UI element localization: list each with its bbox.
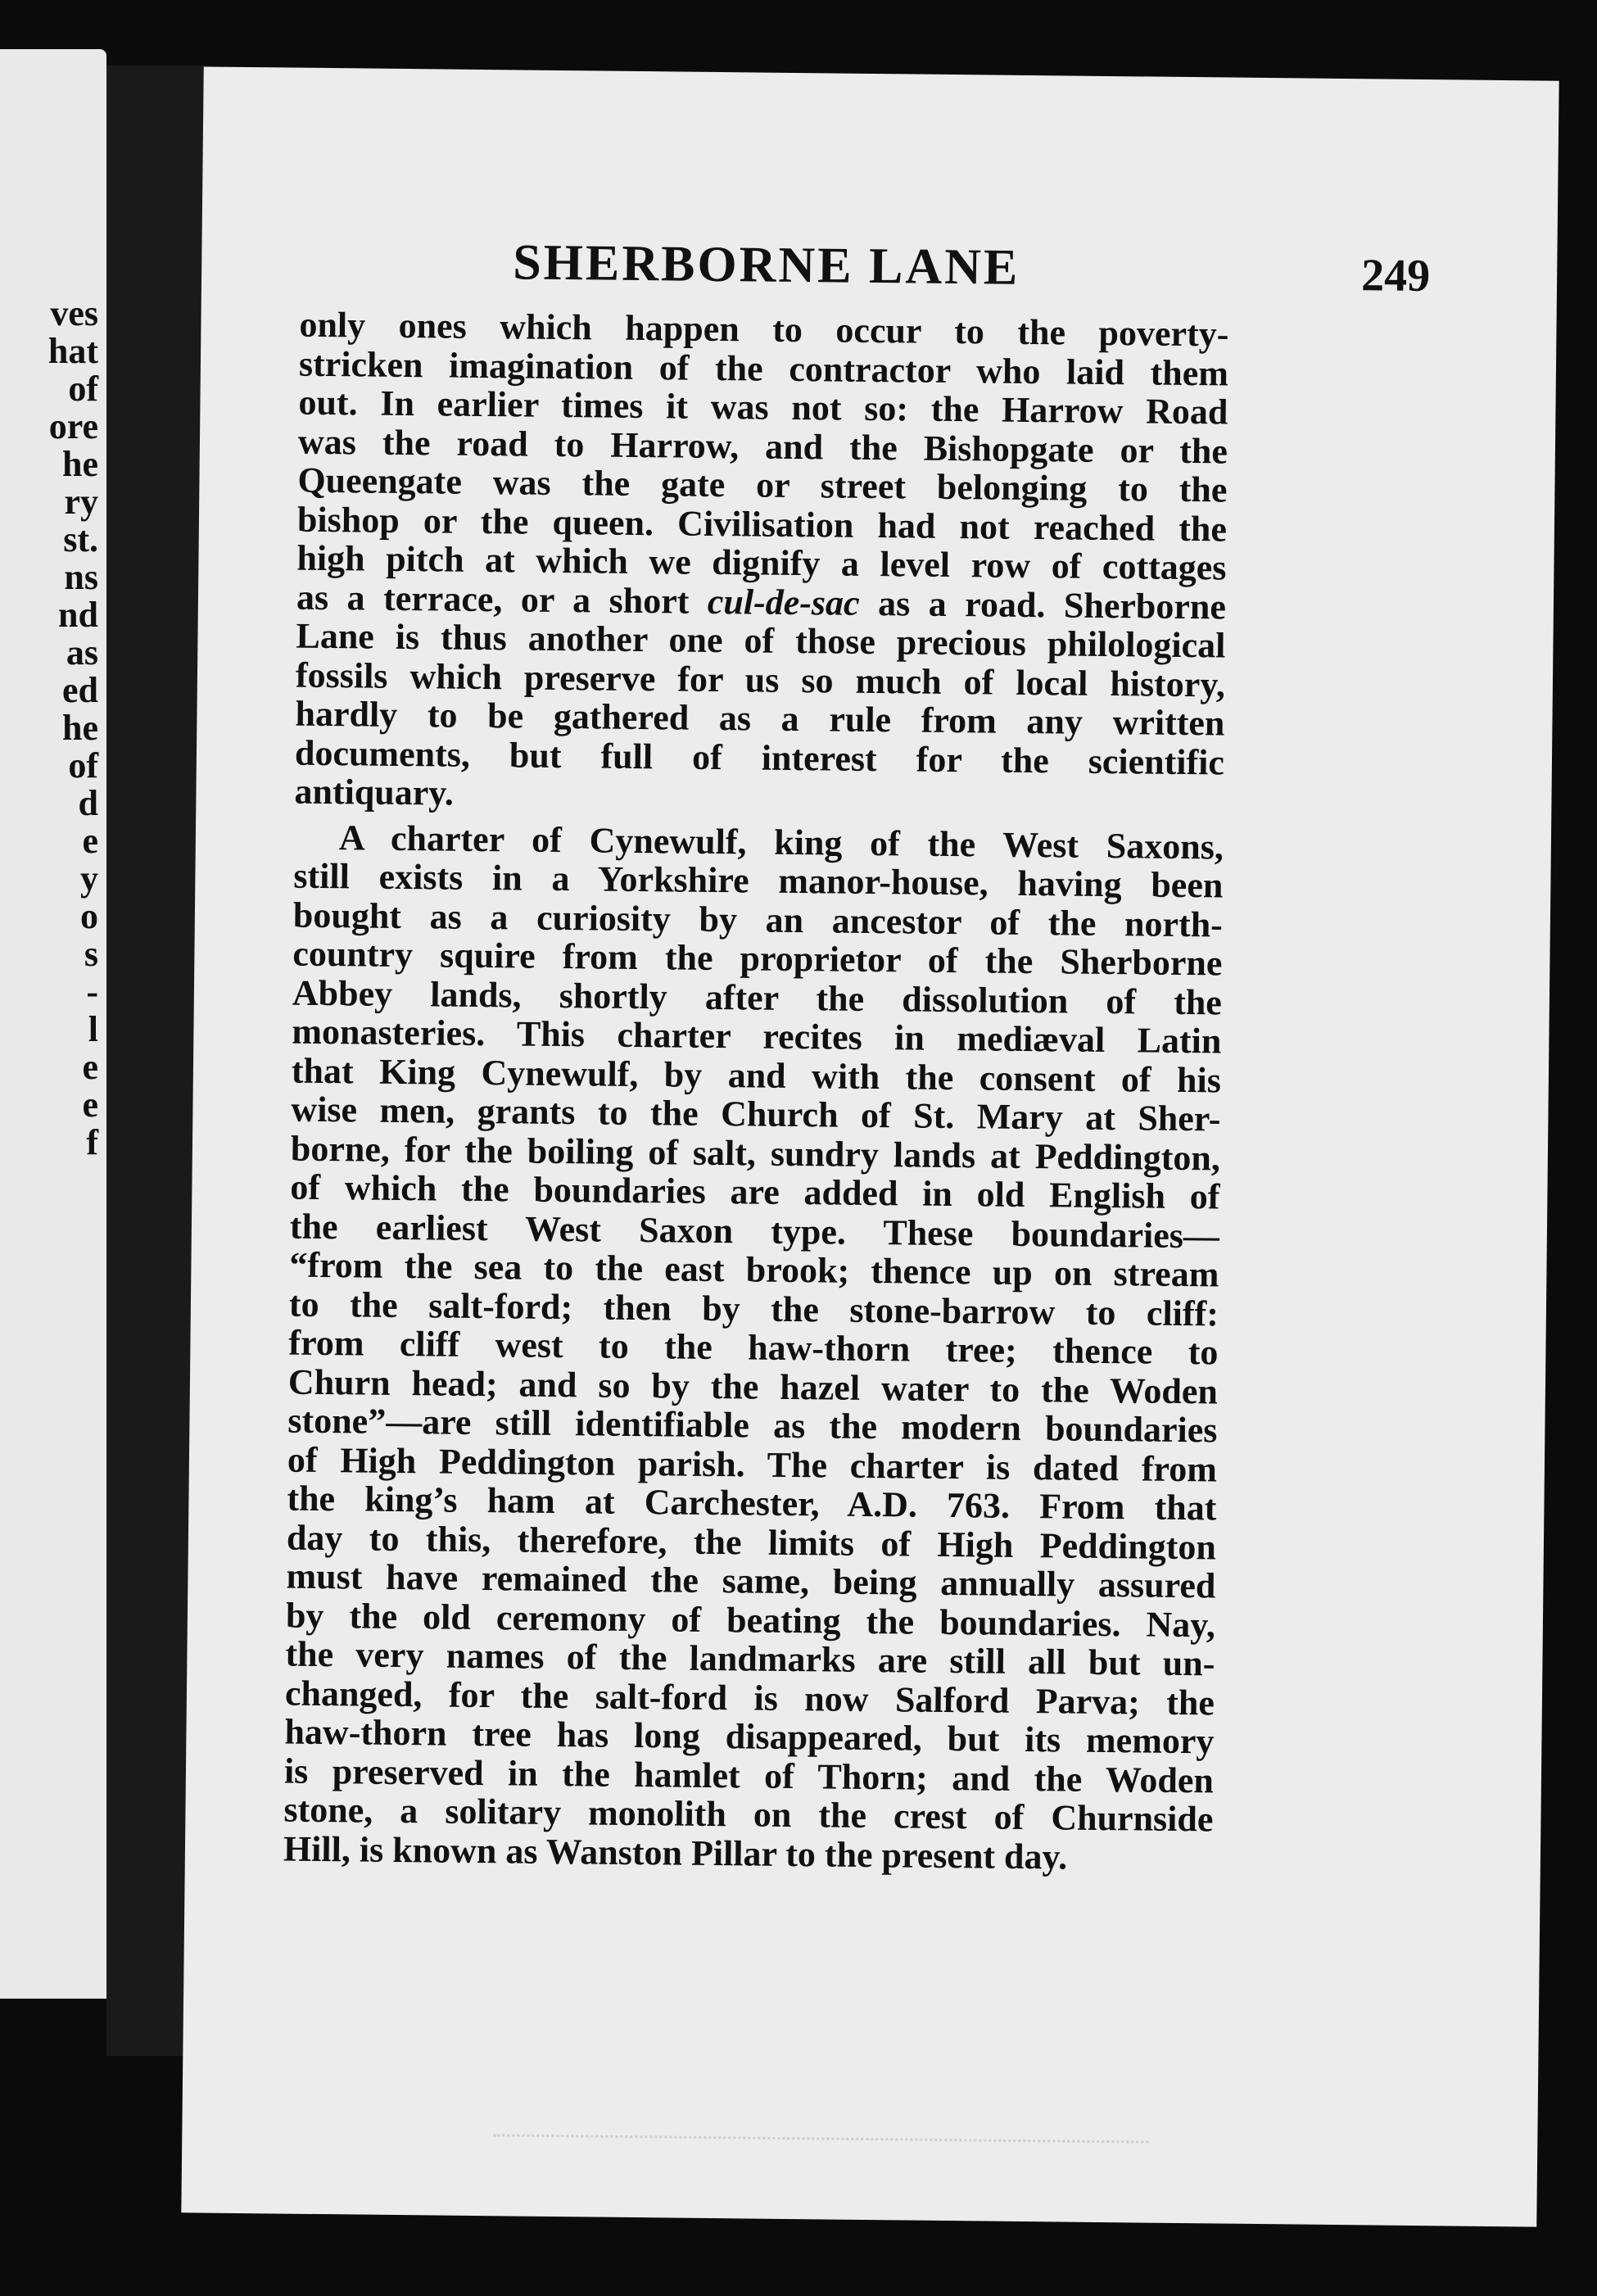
left-page-fragment: hat xyxy=(48,331,98,371)
text-line: bought as a curiosity by an ancestor of the north- xyxy=(292,894,1224,944)
text-line: stone”—are still identifiable as the modern boundaries xyxy=(287,1400,1218,1451)
text-line: haw-thorn tree has long disappeared, but its memory xyxy=(284,1711,1215,1762)
left-page-fragment: nd xyxy=(58,595,98,635)
left-page-fragment: ns xyxy=(64,557,98,597)
text-line: changed, for the salt-ford is now Salford Parva; the xyxy=(284,1673,1215,1723)
left-page-fragment: of xyxy=(68,745,98,786)
text-line: hardly to be gathered as a rule from any written xyxy=(295,693,1225,744)
text-line: by the old ceremony of beating the boundaries. Nay, xyxy=(285,1595,1216,1645)
running-header xyxy=(201,230,1558,310)
text-line: was the road to Harrow, and the Bishopgate or the xyxy=(297,421,1228,472)
left-page-fragment: ore xyxy=(48,406,98,446)
text-line: stone, a solitary monolith on the crest of Churnside xyxy=(283,1789,1214,1840)
text-line: out. In earlier times it was not so: the Harrow Road xyxy=(298,382,1228,432)
left-page-edge xyxy=(0,49,106,1999)
text-line: A charter of Cynewulf, king of the West Saxons, xyxy=(338,817,1224,867)
left-page-fragment: he xyxy=(62,708,98,748)
left-page-text-fragments xyxy=(8,295,98,1162)
text-line: high pitch at which we dignify a level row of cottages xyxy=(296,537,1227,588)
left-page-fragment: st. xyxy=(63,519,98,559)
text-line: to the salt-ford; then by the stone-barrow to cliff: xyxy=(288,1284,1219,1334)
left-page-fragment: he xyxy=(62,444,98,484)
left-page-fragment: l xyxy=(88,1009,98,1049)
right-page xyxy=(181,66,1559,2226)
paragraph xyxy=(283,817,1224,1877)
text-line: only ones which happen to occur to the poverty- xyxy=(299,304,1229,355)
left-page-fragment: d xyxy=(78,783,98,823)
text-line: is preserved in the hamlet of Thorn; and the Woden xyxy=(283,1750,1215,1800)
text-line: the earliest West Saxon type. These boundaries— xyxy=(289,1206,1220,1256)
left-page-fragment: ves xyxy=(50,293,98,333)
text-line: bishop or the queen. Civilisation had not reached the xyxy=(296,499,1228,550)
text-line: stricken imagination of the contractor who laid them xyxy=(298,343,1229,394)
text-line: wise men, grants to the Church of St. Mary at Sher- xyxy=(291,1089,1221,1139)
text-line: day to this, therefore, the limits of High Peddington xyxy=(286,1517,1217,1567)
text-line: of High Peddington parish. The charter is dated from xyxy=(287,1439,1218,1489)
running-title: SHERBORNE LANE xyxy=(512,234,1020,296)
left-page-fragment: y xyxy=(80,858,98,899)
text-line: Queengate was the gate or street belonging to the xyxy=(297,460,1228,510)
text-line: that King Cynewulf, by and with the consent of his xyxy=(291,1050,1222,1100)
text-line: Abbey lands, shortly after the dissolution of the xyxy=(292,972,1223,1022)
left-page-fragment: ry xyxy=(64,482,98,522)
text-line: country squire from the proprietor of the Sherborne xyxy=(292,933,1223,984)
text-line: monasteries. This charter recites in mediæval Latin xyxy=(292,1011,1222,1062)
text-line: Lane is thus another one of those precious philological xyxy=(296,615,1226,666)
text-line: Churn head; and so by the hazel water to the Woden xyxy=(287,1361,1219,1411)
left-page-fragment: o xyxy=(80,896,98,936)
text-line: must have remained the same, being annually assured xyxy=(286,1556,1216,1606)
paragraph xyxy=(294,306,1228,821)
text-line: from cliff west to the haw-thorn tree; thence to xyxy=(288,1322,1219,1373)
text-line: documents, but full of interest for the scientific xyxy=(294,732,1225,783)
left-page-fragment: of xyxy=(68,369,98,409)
left-page-fragment: f xyxy=(86,1122,98,1162)
left-page-fragment: s xyxy=(84,934,98,974)
left-page-fragment: e xyxy=(82,1085,98,1125)
text-line: antiquary. xyxy=(294,771,455,813)
text-line: the king’s ham at Carchester, A.D. 763. From that xyxy=(287,1478,1217,1528)
left-page-fragment: as xyxy=(66,632,98,672)
text-line: Hill, is known as Wanston Pillar to the present day. xyxy=(283,1828,1068,1877)
text-line: of which the boundaries are added in old English of xyxy=(290,1166,1220,1217)
text-line: borne, for the boiling of salt, sundry lands at Peddington, xyxy=(290,1128,1221,1178)
left-page-fragment: e xyxy=(82,821,98,861)
left-page-fragment: ed xyxy=(62,670,98,710)
page-speckle xyxy=(493,2134,1148,2148)
left-page-fragment: e xyxy=(82,1047,98,1087)
text-line: still exists in a Yorkshire manor-house, having been xyxy=(293,855,1224,906)
text-line: the very names of the landmarks are still all but un- xyxy=(285,1633,1215,1684)
body-text xyxy=(283,306,1229,1878)
page-number: 249 xyxy=(1360,250,1431,302)
text-line: fossils which preserve for us so much of local history, xyxy=(295,654,1226,705)
text-line: as a terrace, or a short cul-de-sac as a road. Sherborne xyxy=(296,577,1227,627)
text-line: “from the sea to the east brook; thence up on stream xyxy=(289,1244,1219,1295)
left-page-fragment: - xyxy=(86,971,98,1012)
